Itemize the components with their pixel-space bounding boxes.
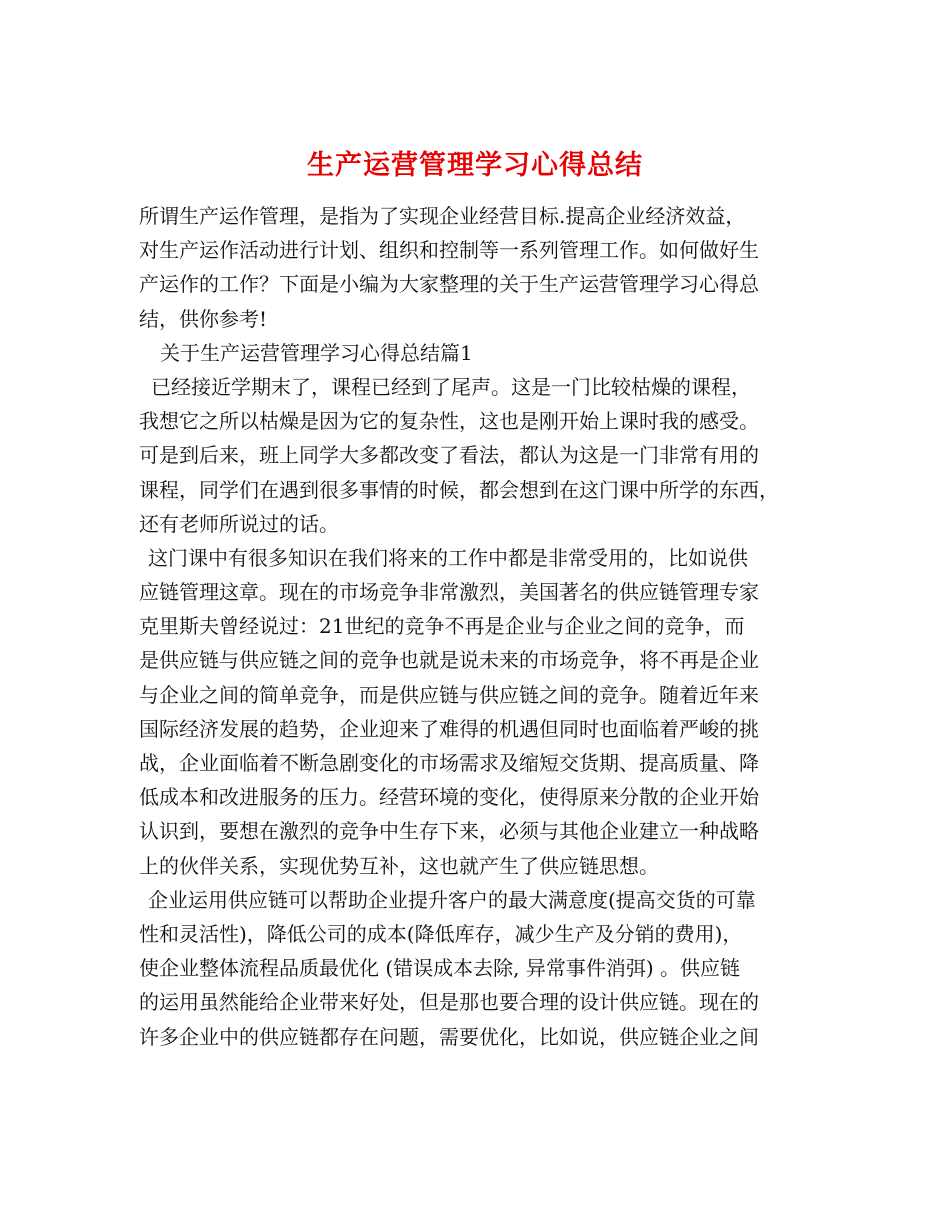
body-line: 许多企业中的供应链都存在问题，需要优化，比如说，供应链企业之间 — [139, 1024, 759, 1049]
document-body — [139, 199, 829, 1054]
section-heading: 关于生产运营管理学习心得总结篇1 — [160, 340, 473, 365]
body-line: 企业运用供应链可以帮助企业提升客户的最大满意度(提高交货的可靠 — [148, 887, 756, 912]
document-title: 生产运营管理学习心得总结 — [307, 150, 643, 182]
body-line: 课程，同学们在遇到很多事情的时候，都会想到在这门课中所学的东西， — [139, 477, 779, 502]
body-line: 这门课中有很多知识在我们将来的工作中都是非常受用的，比如说供 — [148, 545, 748, 570]
body-line: 应链管理这章。现在的市场竞争非常激烈，美国著名的供应链管理专家 — [139, 580, 759, 605]
body-line: 战，企业面临着不断急剧变化的市场需求及缩短交货期、提高质量、降 — [139, 751, 759, 775]
body-line: 可是到后来，班上同学大多都改变了看法，都认为这是一门非常有用的 — [139, 443, 759, 468]
body-line: 还有老师所说过的话。 — [139, 511, 339, 536]
body-line: 已经接近学期末了，课程已经到了尾声。这是一门比较枯燥的课程， — [151, 374, 751, 399]
body-line: 对生产运作活动进行计划、组织和控制等一系列管理工作。如何做好生 — [139, 238, 759, 263]
body-line: 使企业整体流程品质最优化 (错误成本去除, 异常事件消弭) 。供应链 — [139, 956, 741, 981]
body-line: 是供应链与供应链之间的竞争也就是说未来的市场竞争，将不再是企业 — [139, 648, 759, 673]
body-line: 低成本和改进服务的压力。经营环境的变化，使得原来分散的企业开始 — [139, 785, 759, 810]
body-line: 产运作的工作？下面是小编为大家整理的关于生产运营管理学习心得总 — [139, 272, 759, 297]
body-line: 国际经济发展的趋势，企业迎来了难得的机遇但同时也面临着严峻的挑 — [139, 716, 759, 741]
body-line: 性和灵活性)，降低公司的成本(降低库存，减少生产及分销的费用)， — [139, 921, 743, 946]
body-line: 我想它之所以枯燥是因为它的复杂性，这也是刚开始上课时我的感受。 — [139, 409, 759, 434]
body-line: 结，供你参考! — [139, 306, 268, 331]
body-line: 认识到，要想在激烈的竞争中生存下来，必须与其他企业建立一种战略 — [139, 819, 759, 844]
body-line: 与企业之间的简单竞争，而是供应链与供应链之间的竞争。随着近年来 — [139, 682, 759, 707]
body-line: 所谓生产运作管理，是指为了实现企业经营目标.提高企业经济效益， — [139, 204, 746, 228]
body-line: 上的伙伴关系，实现优势互补，这也就产生了供应链思想。 — [139, 853, 659, 878]
body-line: 的运用虽然能给企业带来好处，但是那也要合理的设计供应链。现在的 — [139, 990, 759, 1015]
body-line: 克里斯夫曾经说过：21世纪的竞争不再是企业与企业之间的竞争，而 — [139, 614, 745, 639]
